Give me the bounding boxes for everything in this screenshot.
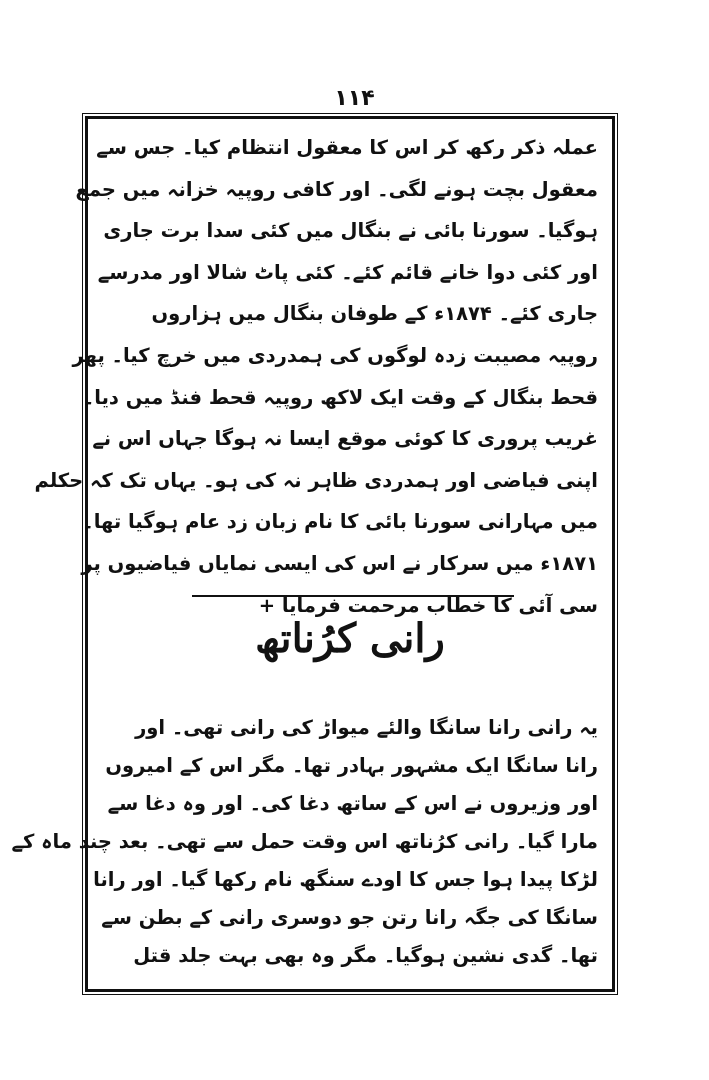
- text-line: عملہ ذکر رکھ کر اس کا معقول انتظام کیا۔ جس سے: [96, 136, 598, 159]
- text-line: ۱۸۷۱ء میں سرکار نے اس کی ایسی نمایاں فیاضیوں پر: [81, 551, 598, 575]
- text-line: غریب پروری کا کوئی موقع ایسا نہ ہوگا جہاں اس نے: [92, 427, 598, 451]
- section-heading: رانی کرُناتھ: [255, 615, 445, 662]
- text-line: اپنی فیاضی اور ہمدردی ظاہر نہ کی ہو۔ یہاں تک کہ حکلم: [34, 468, 598, 492]
- text-line: سی آئی کا خطاب مرحمت فرمایا +: [258, 593, 598, 617]
- text-line: یہ رانی رانا سانگا والئے میواڑ کی رانی تھی۔ اور: [135, 716, 598, 739]
- text-line: معقول بچت ہونے لگی۔ اور کافی روپیہ خزانہ میں جمع: [75, 177, 598, 201]
- text-line: اور کئی دوا خانے قائم کئے۔ کئی پاٹ شالا اور مدرسے: [97, 260, 598, 284]
- text-line: تھا۔ گدی نشین ہوگیا۔ مگر وہ بھی بہت جلد قتل: [133, 944, 598, 967]
- text-line: قحط بنگال کے وقت ایک لاکھ روپیہ قحط فنڈ میں دیا۔: [82, 385, 598, 409]
- text-line: رانا سانگا ایک مشہور بہادر تھا۔ مگر اس کے امیروں: [105, 754, 598, 777]
- section-divider: [192, 595, 514, 597]
- text-line: لڑکا پیدا ہوا جس کا اودے سنگھ نام رکھا گیا۔ اور رانا: [93, 868, 598, 891]
- text-line: اور وزیروں نے اس کے ساتھ دغا کی۔ اور وہ دغا سے: [107, 792, 598, 815]
- text-line: روپیہ مصیبت زدہ لوگوں کی ہمدردی میں خرچ کیا۔ پھر: [72, 343, 598, 367]
- text-line: مارا گیا۔ رانی کرُناتھ اس وقت حمل سے تھی۔ بعد چند ماہ کے: [11, 830, 598, 853]
- text-line: میں مہارانی سورنا بائی کا نام زبان زد عام ہوگیا تھا۔: [82, 510, 598, 534]
- text-line: ہوگیا۔ سورنا بائی نے بنگال میں کئی سدا برت جاری: [103, 219, 598, 243]
- paragraph-karnavati: [11, 709, 598, 975]
- page-number: ۱۱۴: [334, 86, 375, 111]
- page-border: [11, 116, 615, 992]
- text-line: جاری کئے۔ ۱۸۷۴ء کے طوفان بنگال میں ہزاروں: [151, 302, 598, 326]
- paragraph-sornabai: [34, 127, 598, 626]
- text-line: سانگا کی جگہ رانا رتن جو دوسری رانی کے بطن سے: [101, 906, 598, 929]
